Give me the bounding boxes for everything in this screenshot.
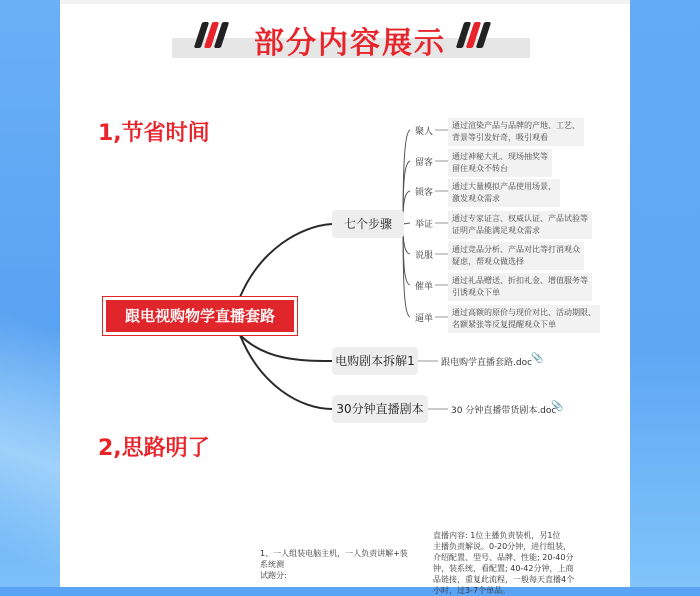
step-tag: 逼单 [415,314,434,324]
page-title: 部分内容展示 [254,26,446,61]
step-tag: 举证 [415,220,434,230]
paperclip-icon[interactable]: 📎 [531,353,544,364]
step-desc: 通过高额的原价与现价对比、活动期限、 名额紧张等反复提醒观众下单 [448,305,600,333]
mindmap [60,0,630,587]
section-title-1: 1,节省时间 [98,121,210,146]
branch-script-breakdown[interactable]: 电购剧本拆解1 [332,347,418,375]
step-desc: 通过礼品赠送、折扣礼金、增值服务等 引诱观众下单 [448,273,592,301]
branch-30min-script[interactable]: 30分钟直播剧本 [332,395,428,423]
mindmap-root[interactable]: 跟电视购物学直播套路 [103,297,297,335]
step-desc: 通过大量模拟产品使用场景， 激发观众需求 [448,179,560,207]
branch-seven-steps[interactable]: 七个步骤 [332,210,404,238]
step-desc: 通过神秘大礼、现场抽奖等 留住观众不转台 [448,149,552,177]
file-link-2[interactable]: 30 分钟直播带货剧本.doc [451,406,557,416]
step-tag: 聚人 [415,127,434,137]
step-tag: 催单 [415,282,434,292]
step-tag: 留客 [415,158,434,168]
bottom-right-note: 直播内容: 1位主播负责装机，另1位 主播负责解说。0-20分钟，进行组装， 介绍配置、型号、品牌、性能; 20-40分 钟，装系统，看配置; 40-42分钟，上商 品链接，重复此流程，一般每天直播4个 小时，过3-7个单品。 [433,531,575,595]
step-tag: 锁客 [415,188,434,198]
background-right [630,0,700,587]
file-link-1[interactable]: 跟电购学直播套路.doc [441,358,533,368]
step-desc: 通过渲染产品与品牌的产地、工艺、 背景等引发好奇，吸引观看 [448,118,584,146]
content-card [60,0,630,595]
step-tag: 说服 [415,251,434,261]
background-swirl [0,260,60,587]
paperclip-icon[interactable]: 📎 [551,401,564,412]
step-desc: 通过竞品分析、产品对比等打消观众 疑虑，帮观众做选择 [448,242,584,270]
section-title-2: 2,思路明了 [98,436,210,461]
bottom-left-note: 1、一人组装电脑主机，一人负责讲解+装系统测 试跑分: [260,549,408,580]
step-desc: 通过专家证言、权威认证、产品试验等 证明产品能满足观众需求 [448,211,592,239]
